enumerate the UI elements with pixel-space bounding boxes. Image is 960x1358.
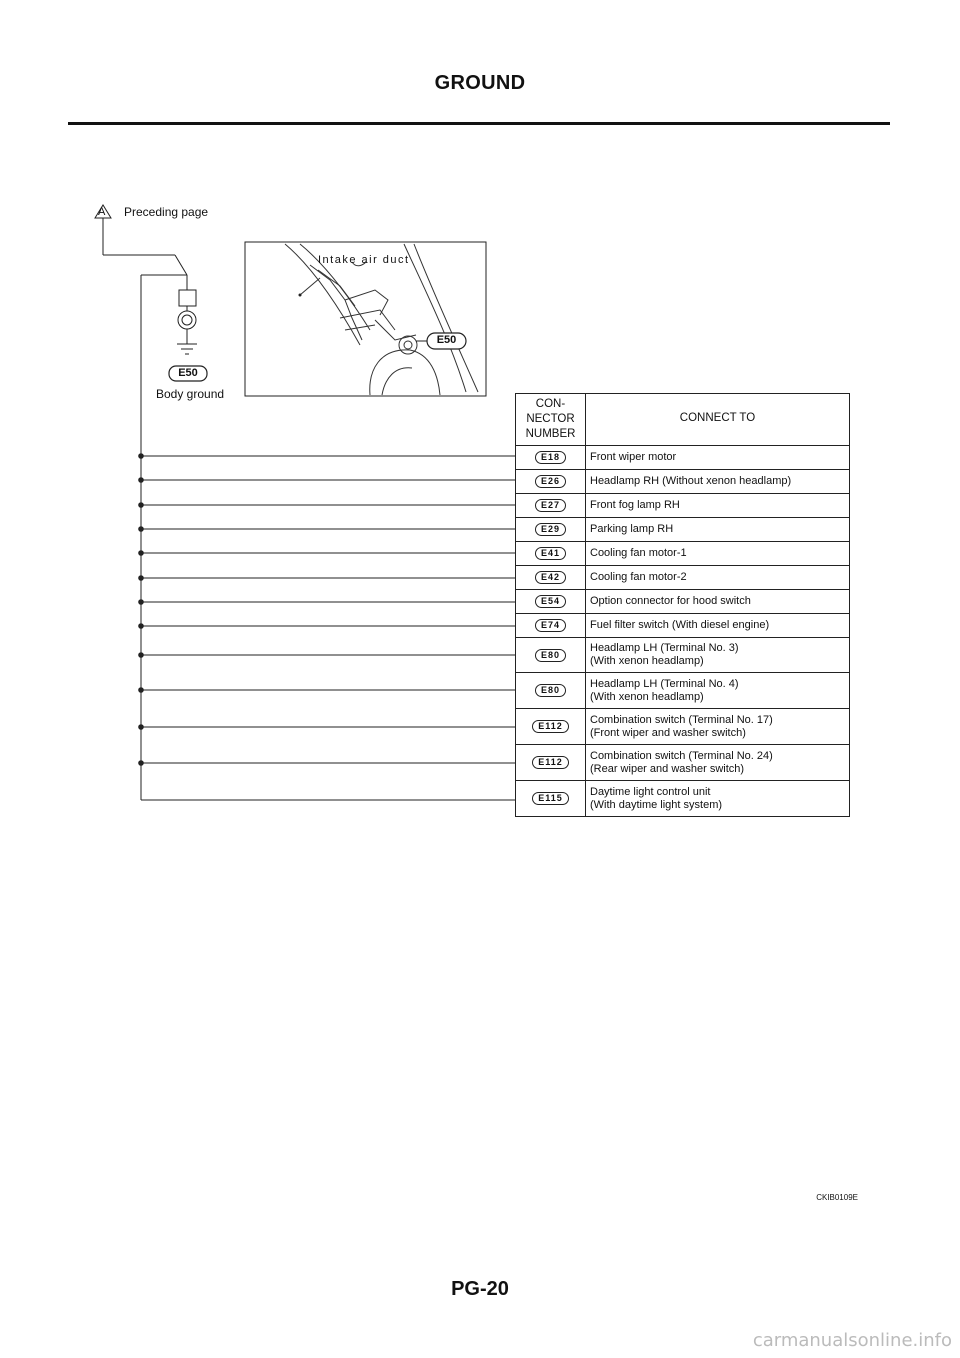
connector-table <box>515 393 850 817</box>
connect-to-cell: Front wiper motor <box>586 446 850 470</box>
connector-pill: E80 <box>535 649 566 662</box>
branch-lines <box>139 454 516 800</box>
connector-pill: E29 <box>535 523 566 536</box>
connector-pill: E74 <box>535 619 566 632</box>
connect-to-cell: Parking lamp RH <box>586 518 850 542</box>
table-row <box>516 781 850 817</box>
intake-air-duct-label: Intake air duct <box>318 254 410 266</box>
page-title: GROUND <box>434 72 526 94</box>
page-number: PG-20 <box>451 1278 509 1300</box>
table-row <box>516 446 850 470</box>
terminal-square <box>179 290 196 306</box>
table-header-row <box>516 394 850 446</box>
figure-code: CKIB0109E <box>816 1193 858 1202</box>
preceding-page-label: Preceding page <box>124 205 209 219</box>
connect-to-cell: Combination switch (Terminal No. 24) (Rear wiper and washer switch) <box>586 745 850 781</box>
connect-to-cell: Cooling fan motor-1 <box>586 542 850 566</box>
connector-pill: E42 <box>535 571 566 584</box>
connect-to-cell: Cooling fan motor-2 <box>586 566 850 590</box>
watermark: carmanualsonline.info <box>752 1330 952 1351</box>
e50-connector-label: E50 <box>178 367 198 379</box>
connector-pill: E112 <box>532 756 569 769</box>
table-row <box>516 542 850 566</box>
connect-to-cell: Front fog lamp RH <box>586 494 850 518</box>
connect-to-cell: Combination switch (Terminal No. 17) (Front wiper and washer switch) <box>586 709 850 745</box>
connector-pill: E80 <box>535 684 566 697</box>
connector-pill: E26 <box>535 475 566 488</box>
inset-e50-label: E50 <box>436 334 457 346</box>
ground-bolt-symbol <box>178 311 196 329</box>
connector-pill: E41 <box>535 547 566 560</box>
connect-to-cell: Fuel filter switch (With diesel engine) <box>586 614 850 638</box>
connector-pill: E112 <box>532 720 569 733</box>
connector-pill: E54 <box>535 595 566 608</box>
table-row <box>516 518 850 542</box>
table-row <box>516 494 850 518</box>
table-row <box>516 673 850 709</box>
body-ground-label: Body ground <box>156 387 225 401</box>
table-row <box>516 590 850 614</box>
connector-pill: E27 <box>535 499 566 512</box>
table-row <box>516 709 850 745</box>
connect-to-cell: Daytime light control unit (With daytime light system) <box>586 781 850 817</box>
table-row <box>516 745 850 781</box>
table-row <box>516 566 850 590</box>
table-row <box>516 638 850 673</box>
header-connect-to: CONNECT TO <box>586 394 850 446</box>
connect-to-cell: Headlamp RH (Without xenon headlamp) <box>586 470 850 494</box>
preceding-page-marker: A <box>98 206 106 218</box>
connector-pill: E115 <box>532 792 569 805</box>
header-connector-number: CON- NECTOR NUMBER <box>516 394 586 446</box>
connect-to-cell: Headlamp LH (Terminal No. 4) (With xenon headlamp) <box>586 673 850 709</box>
table-row <box>516 614 850 638</box>
table-row <box>516 470 850 494</box>
connect-to-cell: Option connector for hood switch <box>586 590 850 614</box>
connect-to-cell: Headlamp LH (Terminal No. 3) (With xenon headlamp) <box>586 638 850 673</box>
connector-pill: E18 <box>535 451 566 464</box>
